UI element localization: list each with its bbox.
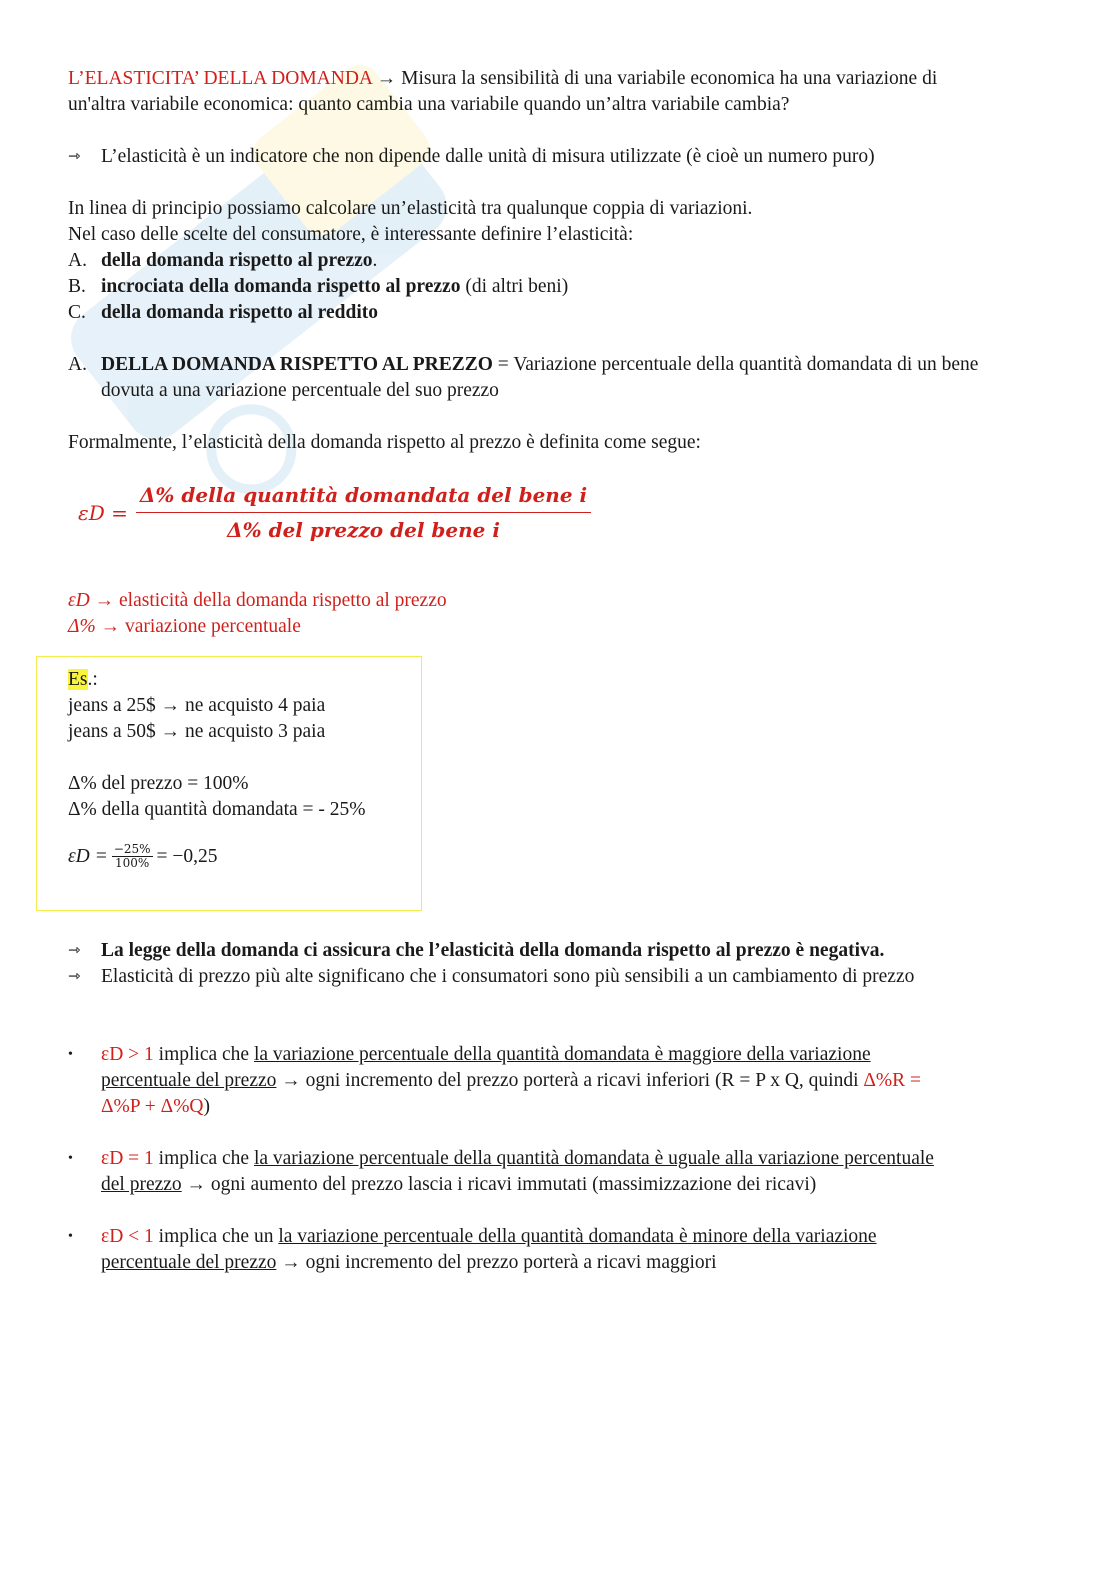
- list-rest: .: [372, 250, 378, 271]
- list-rest: (di altri beni): [460, 276, 569, 297]
- list-item: [68, 274, 568, 300]
- law-text-1: La legge della domanda ci assicura che l’elasticità della domanda rispetto al prezzo è negativa.: [101, 940, 885, 961]
- example-label: Es: [68, 669, 88, 690]
- intro-text-1: Misura la sensibilità di una variabile economica ha una variazione di: [401, 68, 938, 89]
- formula-denominator: Δ% del prezzo del bene i: [227, 518, 500, 542]
- bullet-tail: ogni incremento del prezzo porterà a ricavi maggiori: [300, 1252, 717, 1273]
- section-a-line-1: Variazione percentuale della quantità domandata di un bene: [513, 354, 979, 375]
- bullet-underlined-1: la variazione percentuale della quantità domandata è uguale alla variazione percentuale: [253, 1148, 934, 1169]
- note-item: [68, 144, 875, 170]
- intro-text-2b: quanto cambia una variabile quando un’altra variabile cambia?: [298, 94, 790, 115]
- list-bold: della domanda rispetto al reddito: [101, 302, 378, 323]
- arrow-icon: →: [94, 590, 115, 611]
- section-a-label: A.: [68, 354, 87, 375]
- bullet-underlined-1: la variazione percentuale della quantità domandata è maggiore della variazione: [253, 1044, 871, 1065]
- section-title: L’ELASTICITA’ DELLA DOMANDA: [68, 68, 372, 89]
- arrow-icon: →: [160, 721, 181, 742]
- note-text: L’elasticità è un indicatore che non dipende dalle unità di misura utilizzate (è cioè un numero puro): [101, 146, 875, 167]
- arrow-bullet-icon: ⇾: [68, 969, 81, 985]
- bullet-underlined-2: percentuale del prezzo: [101, 1252, 277, 1273]
- formula-numerator: Δ% della quantità domandata del bene i: [136, 482, 591, 513]
- example-line-2-pre: jeans a 50$: [68, 721, 161, 742]
- eps-description: elasticità della domanda rispetto al prezzo: [119, 590, 447, 611]
- legend-eps: [68, 588, 447, 614]
- intro-text-2a: un'altra variabile economica:: [68, 94, 299, 115]
- example-delta-price: Δ% del prezzo = 100%: [68, 773, 249, 794]
- arrow-icon: →: [281, 1070, 301, 1091]
- calc-rhs: = −0,25: [156, 845, 218, 867]
- arrow-bullet-icon: ⇾: [68, 149, 81, 165]
- example-label-rest: .:: [87, 669, 98, 690]
- bullet-underlined-2: del prezzo: [101, 1174, 182, 1195]
- bullet-mid: implica che un: [153, 1226, 279, 1247]
- list-item: [68, 1224, 1043, 1276]
- bullet-condition: εD < 1: [101, 1226, 154, 1247]
- calc-fraction: [112, 843, 153, 870]
- bullet-icon: •: [68, 1229, 73, 1244]
- example-calc: [68, 843, 366, 870]
- calc-numerator: −25%: [113, 842, 151, 856]
- arrow-icon: →: [100, 616, 121, 637]
- bullet-mid: implica che: [153, 1044, 254, 1065]
- list-bold: incrociata della domanda rispetto al prezzo: [101, 276, 461, 297]
- bullet-condition: εD > 1: [101, 1044, 154, 1065]
- list-label: C.: [68, 302, 86, 323]
- list-label: A.: [68, 250, 87, 271]
- example-label-line: [68, 667, 366, 693]
- list-bold: della domanda rispetto al prezzo: [101, 250, 373, 271]
- bullet-icon: •: [68, 1151, 73, 1166]
- list-item: [68, 1042, 1043, 1120]
- example-delta-qty: Δ% della quantità domandata = - 25%: [68, 799, 366, 820]
- bullet-red-tail: Δ%R =: [863, 1070, 922, 1091]
- calc-lhs: εD =: [68, 845, 108, 867]
- principle-line-2: Nel caso delle scelte del consumatore, è interessante definire l’elasticità:: [68, 224, 634, 245]
- formula-fraction: [136, 482, 591, 543]
- formula-lhs: εD =: [78, 500, 128, 525]
- bullet-underlined-1: la variazione percentuale della quantità domandata è minore della variazione: [278, 1226, 877, 1247]
- example-line-1-pre: jeans a 25$: [68, 695, 161, 716]
- section-a: [68, 352, 978, 404]
- bullet-tail: ogni incremento del prezzo porterà a ricavi inferiori (R = P x Q, quindi: [300, 1070, 864, 1091]
- principle-line-1: In linea di principio possiamo calcolare un’elasticità tra qualunque coppia di variazioni.: [68, 198, 753, 219]
- section-a-heading: DELLA DOMANDA RISPETTO AL PREZZO: [101, 354, 493, 375]
- list-item: [68, 248, 377, 274]
- arrow-icon: →: [160, 695, 181, 716]
- law-text-2: Elasticità di prezzo più alte significano che i consumatori sono più sensibili a un cambiamento di prezzo: [101, 966, 915, 987]
- calc-denominator: 100%: [115, 856, 150, 870]
- example-line-1-post: ne acquisto 4 paia: [180, 695, 326, 716]
- law-item-1: [68, 938, 884, 964]
- section-a-eq: =: [492, 354, 514, 375]
- elasticity-formula: [78, 482, 591, 543]
- delta-symbol: Δ%: [68, 616, 96, 637]
- arrow-icon: →: [186, 1174, 207, 1195]
- law-item-2: [68, 964, 914, 990]
- bullet-close: ): [203, 1096, 211, 1117]
- arrow-icon: →: [376, 68, 397, 89]
- example-line-2: [68, 719, 366, 745]
- arrow-icon: →: [281, 1252, 301, 1273]
- intro-line-2: [68, 92, 789, 118]
- bullet-underlined-2: percentuale del prezzo: [101, 1070, 277, 1091]
- formally-line: Formalmente, l’elasticità della domanda rispetto al prezzo è definita come segue:: [68, 432, 701, 453]
- bullet-tail: ogni aumento del prezzo lascia i ricavi immutati (massimizzazione dei ricavi): [206, 1174, 817, 1195]
- bullet-condition: εD = 1: [101, 1148, 154, 1169]
- section-a-line-2: dovuta a una variazione percentuale del suo prezzo: [101, 380, 499, 401]
- bullet-mid: implica che: [153, 1148, 254, 1169]
- eps-symbol: εD: [68, 590, 90, 611]
- bullet-red-tail: Δ%P + Δ%Q: [101, 1096, 204, 1117]
- list-item: [68, 1146, 1043, 1198]
- example-line-2-post: ne acquisto 3 paia: [180, 721, 326, 742]
- delta-description: variazione percentuale: [124, 616, 301, 637]
- bullet-icon: •: [68, 1047, 73, 1062]
- arrow-bullet-icon: ⇾: [68, 943, 81, 959]
- list-item: [68, 300, 378, 326]
- title-line: [68, 66, 937, 92]
- example-box: [36, 656, 422, 911]
- example-line-1: [68, 693, 366, 719]
- list-label: B.: [68, 276, 86, 297]
- legend-delta: [68, 614, 301, 640]
